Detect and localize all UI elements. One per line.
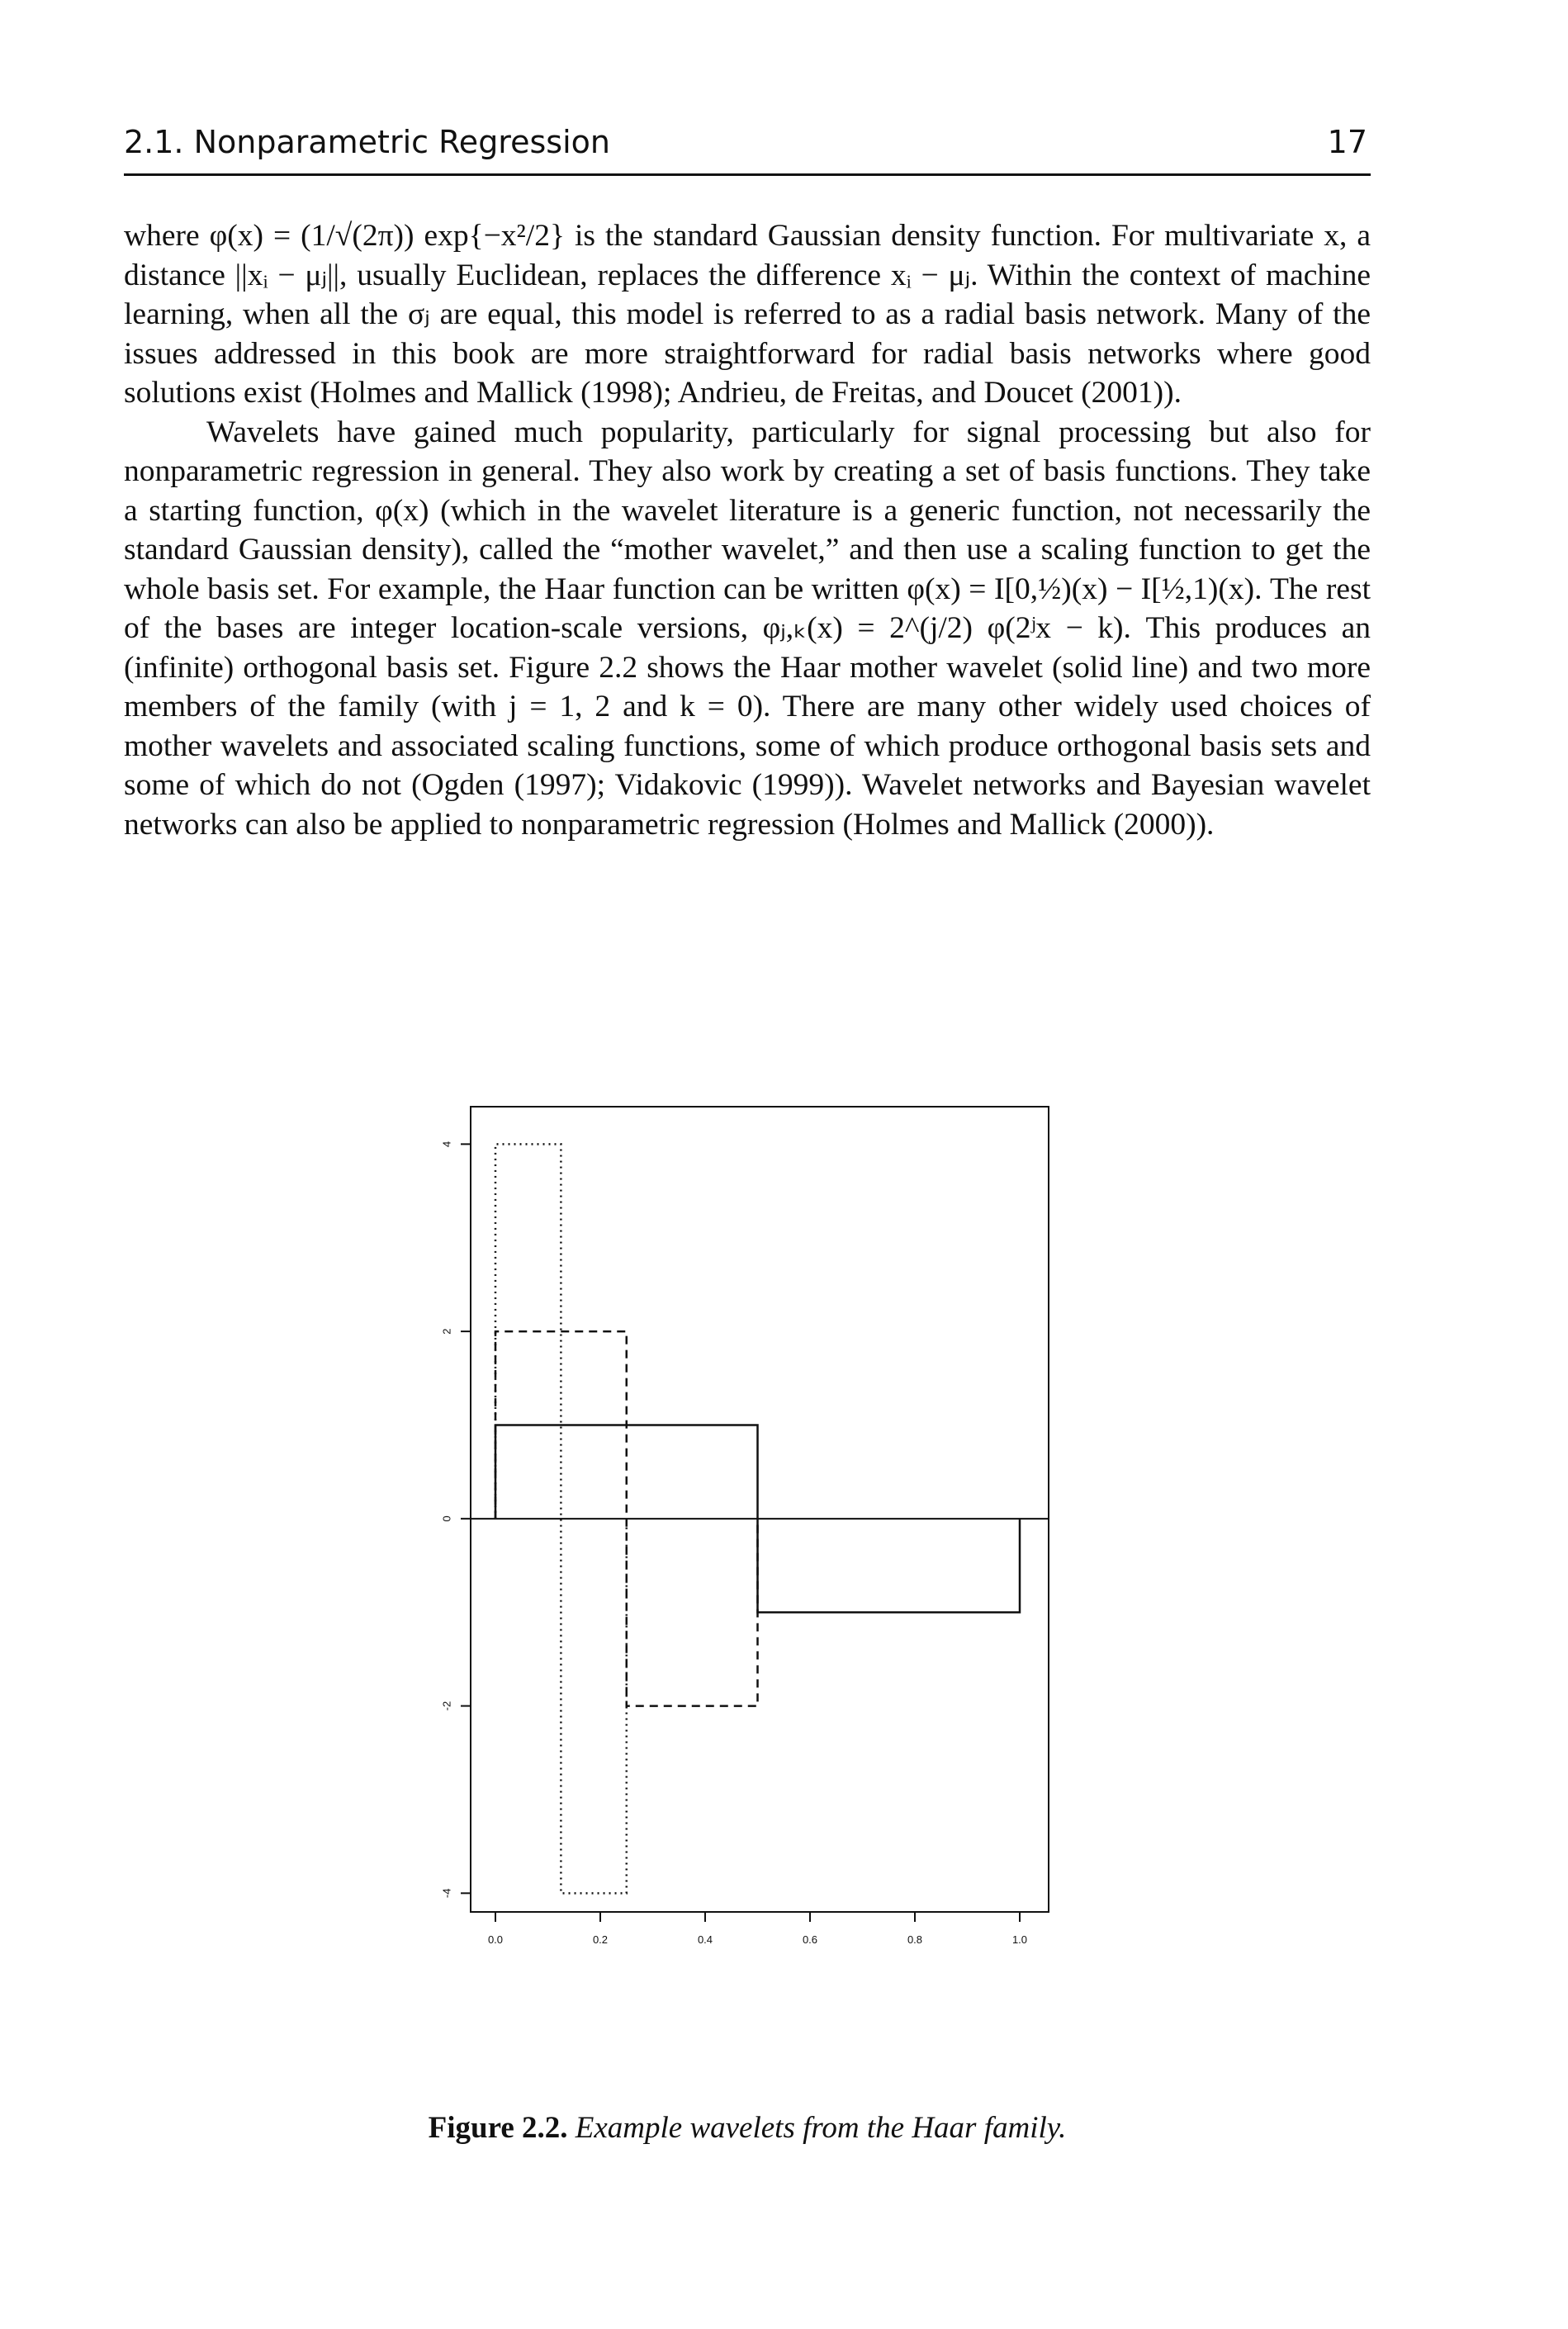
x-tick-label: 0.6 [802, 1933, 818, 1946]
running-head [124, 116, 1371, 176]
y-tick-label: 4 [440, 1141, 453, 1147]
paragraph: where φ(x) = (1/√(2π)) exp{−x²/2} is the standard Gaussian density function. For multivariate x, a distance ||xᵢ − μⱼ||, usually Euclidean, replaces the difference xᵢ − μⱼ. Within the context of machine learning, when all the σⱼ are equal, this model is referred to as a radial basis network. Many of the issues addressed in this book are more straightforward for radial basis networks where good solutions exist (Holmes and Mallick (1998); Andrieu, de Freitas, and Doucet (2001)). [124, 219, 1371, 410]
section-title: 2.1. Nonparametric Regression [124, 124, 610, 160]
figure-caption [124, 2110, 1371, 2146]
x-tick-label: 0.8 [907, 1933, 923, 1946]
y-tick-label: 0 [440, 1516, 453, 1522]
haar-wavelet-chart [413, 1082, 1073, 2015]
plot-frame [471, 1107, 1049, 1912]
x-tick-label: 0.0 [487, 1933, 504, 1946]
y-tick-label: 2 [440, 1328, 453, 1335]
figure [413, 1082, 1073, 2015]
x-tick-label: 0.4 [697, 1933, 713, 1946]
x-tick-label: 1.0 [1011, 1933, 1028, 1946]
caption-label: Figure 2.2. [428, 2111, 568, 2145]
page-number: 17 [1327, 124, 1367, 160]
body-text [124, 216, 1371, 844]
x-tick-label: 0.2 [592, 1933, 609, 1946]
paragraph: Wavelets have gained much popularity, particularly for signal processing but also for nonparametric regression in general. They also work by creating a set of basis functions. They take a starting function, φ(x) (which in the wavelet literature is a generic function, not necessarily the standard Gaussian density), called the “mother wavelet,” and then use a scaling function to get the whole basis set. For example, the Haar function can be written φ(x) = I[0,½)(x) − I[½,1)(x). The rest of the bases are integer location-scale versions, φⱼ,ₖ(x) = 2^(j/2) φ(2ʲx − k). This produces an (infinite) orthogonal basis set. Figure 2.2 shows the Haar mother wavelet (solid line) and two more members of the family (with j = 1, 2 and k = 0). There are many other widely used choices of mother wavelets and associated scaling functions, some of which produce orthogonal basis sets and some of which do not (Ogden (1997); Vidakovic (1999)). Wavelet networks and Bayesian wavelet networks can also be applied to nonparametric regression (Holmes and Mallick (2000)). [124, 415, 1371, 842]
y-tick-label: -4 [440, 1888, 453, 1899]
y-tick-label: -2 [440, 1701, 453, 1711]
caption-text: Example wavelets from the Haar family. [575, 2111, 1067, 2145]
